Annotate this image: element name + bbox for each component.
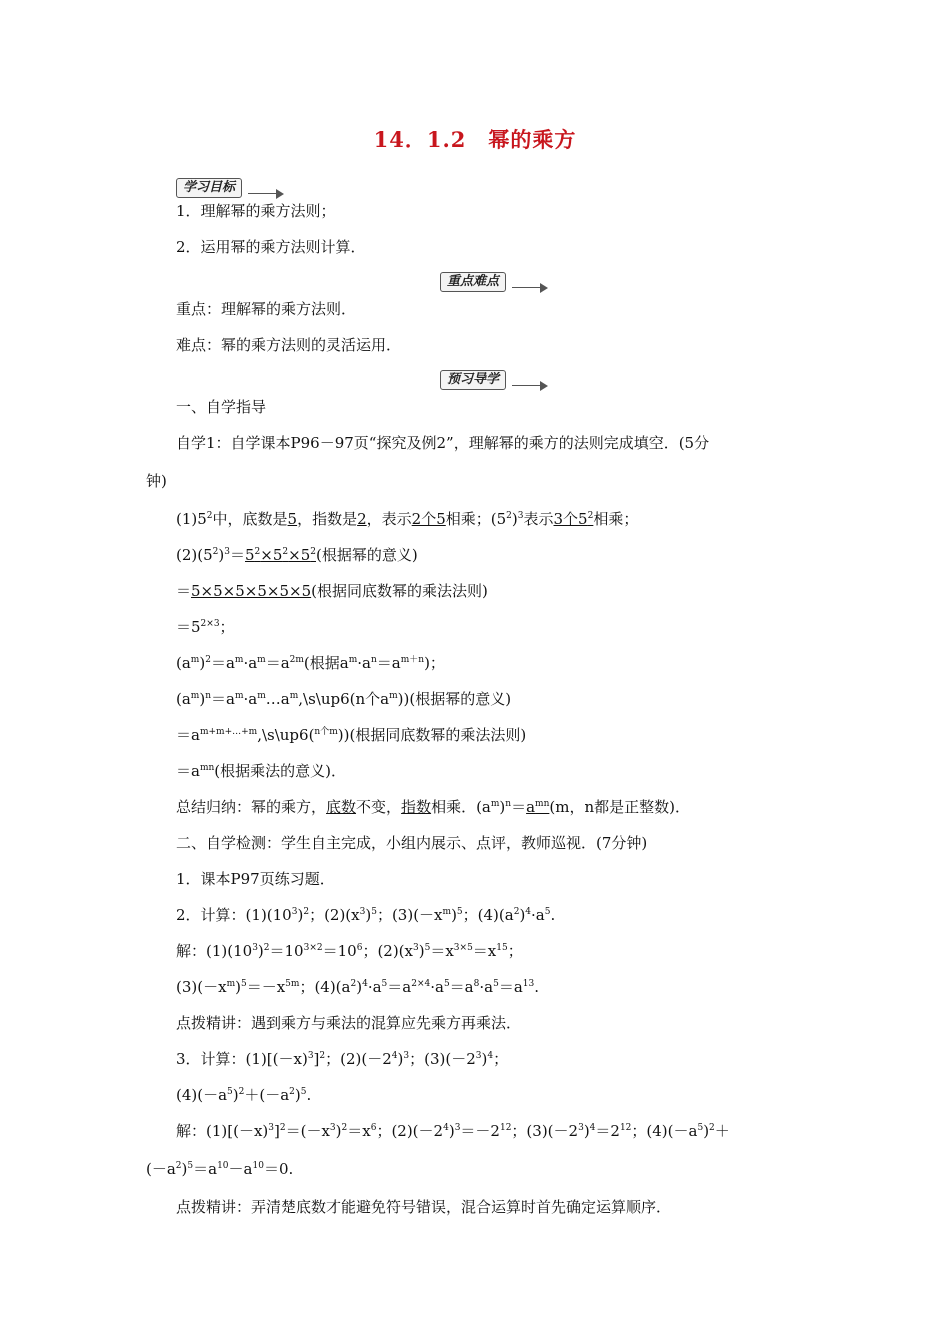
tip-2: 点拨精讲：弄清楚底数才能避免符号错误，混合运算时首先确定运算顺序． xyxy=(176,1198,672,1216)
exercise-3-cont: $(4)(-a^5)^2+(-a^2)^5$. xyxy=(176,1086,312,1104)
difficult-point: 难点：幂的乘方法则的灵活运用． xyxy=(176,336,402,354)
tip-1: 点拨精讲：遇到乘方与乘法的混算应先乘方再乘法． xyxy=(176,1014,522,1032)
answer-3b: $(-a^2)^5=a^{10}-a^{10}=0$. xyxy=(146,1160,294,1178)
section-heading: 一、自学指导 xyxy=(176,398,267,416)
fill-line-5: $(a^m)^2=a^m\cdot a^m=a^{2m}$(根据$a^m\cdot a^n=a^{m+n}$)； xyxy=(176,654,445,672)
section-heading: 二、自学检测：学生自主完成，小组内展示、点评，教师巡视．(7分钟) xyxy=(176,834,648,852)
fill-line-8: $=a^{mn}$(根据乘法的意义)． xyxy=(176,762,347,780)
exercise-3: 3．计算：$(1)[(-x)^3]^2$；$(2)(-2^4)^3$；$(3)(-2^3)^4$； xyxy=(176,1050,509,1068)
fill-line-2: $(2)(5^2)^3=5^2\times 5^2\times 5^2$(根据幂的意义) xyxy=(176,546,418,564)
fill-line-1: $(1)5^2$中，底数是5，指数是2，表示2个5相乘；$(5^2)^3$表示3个$5^2$相乘； xyxy=(176,510,639,528)
self-study-text: 自学1：自学课本P96－97页“探究及例2”，理解幂的乘方的法则完成填空．(5分 xyxy=(176,434,710,452)
fill-line-6: $(a^m)^n=a^m\cdot a^m\dots a^m,\backslash s\backslash up6(n$个$a^m$))(根据幂的意义) xyxy=(176,690,512,708)
banner-line xyxy=(248,193,278,194)
goals-banner xyxy=(176,178,286,200)
key-point: 重点：理解幂的乘方法则． xyxy=(176,300,357,318)
preview-banner-label: 预习导学 xyxy=(440,370,506,390)
goal-item: 1．理解幂的乘方法则； xyxy=(176,202,336,220)
answer-3a: 解：$(1)[(-x)^3]^2=(-x^3)^2=x^6$；$(2)(-2^4)^3=-2^{12}$；$(3)(-2^3)^4=2^{12}$；$(4)(-a^5)^2+$ xyxy=(176,1122,730,1140)
banner-line xyxy=(512,287,542,288)
arrow-icon xyxy=(540,381,548,391)
goal-item: 2．运用幂的乘方法则计算． xyxy=(176,238,366,256)
self-study-text-cont: 钟) xyxy=(146,472,167,490)
arrow-icon xyxy=(276,189,284,199)
arrow-icon xyxy=(540,283,548,293)
summary-line: 总结归纳：幂的乘方，底数不变，指数相乘．$(a^m)^n=a^{mn}(m$，n都是正整数)． xyxy=(176,798,690,816)
fill-line-4: $=5^{2\times 3}$； xyxy=(176,618,235,636)
answer-2b: $(3)(-x^m)^5=-x^{5m}$；$(4)(a^2)^4\cdot a^5=a^{2\times 4}\cdot a^5=a^8\cdot a^5=a^{13}$. xyxy=(176,978,539,996)
fill-line-3: ＝5×5×5×5×5×5(根据同底数幂的乘法法则) xyxy=(176,582,488,600)
goals-banner-label: 学习目标 xyxy=(176,178,242,198)
answer-2a: 解：$(1)(10^3)^2=10^{3\times 2}=10^6$；$(2)(x^3)^5=x^{3\times 5}=x^{15}$； xyxy=(176,942,523,960)
page-title: 14．1.2 幂的乘方 xyxy=(373,127,577,152)
exercise-1: 1．课本P97页练习题． xyxy=(176,870,335,888)
key-points-banner xyxy=(440,272,550,294)
key-points-banner-label: 重点难点 xyxy=(440,272,506,292)
fill-line-7: $=a^{m+m+\dots+m},\backslash s\backslash up6(^{n个m})$)(根据同底数幂的乘法法则) xyxy=(176,726,527,744)
preview-banner xyxy=(440,370,550,392)
exercise-2: 2．计算：$(1)(10^3)^2$；$(2)(x^3)^5$；$(3)(-x^m)^5$；$(4)(a^2)^4\cdot a^5$. xyxy=(176,906,556,924)
banner-line xyxy=(512,385,542,386)
